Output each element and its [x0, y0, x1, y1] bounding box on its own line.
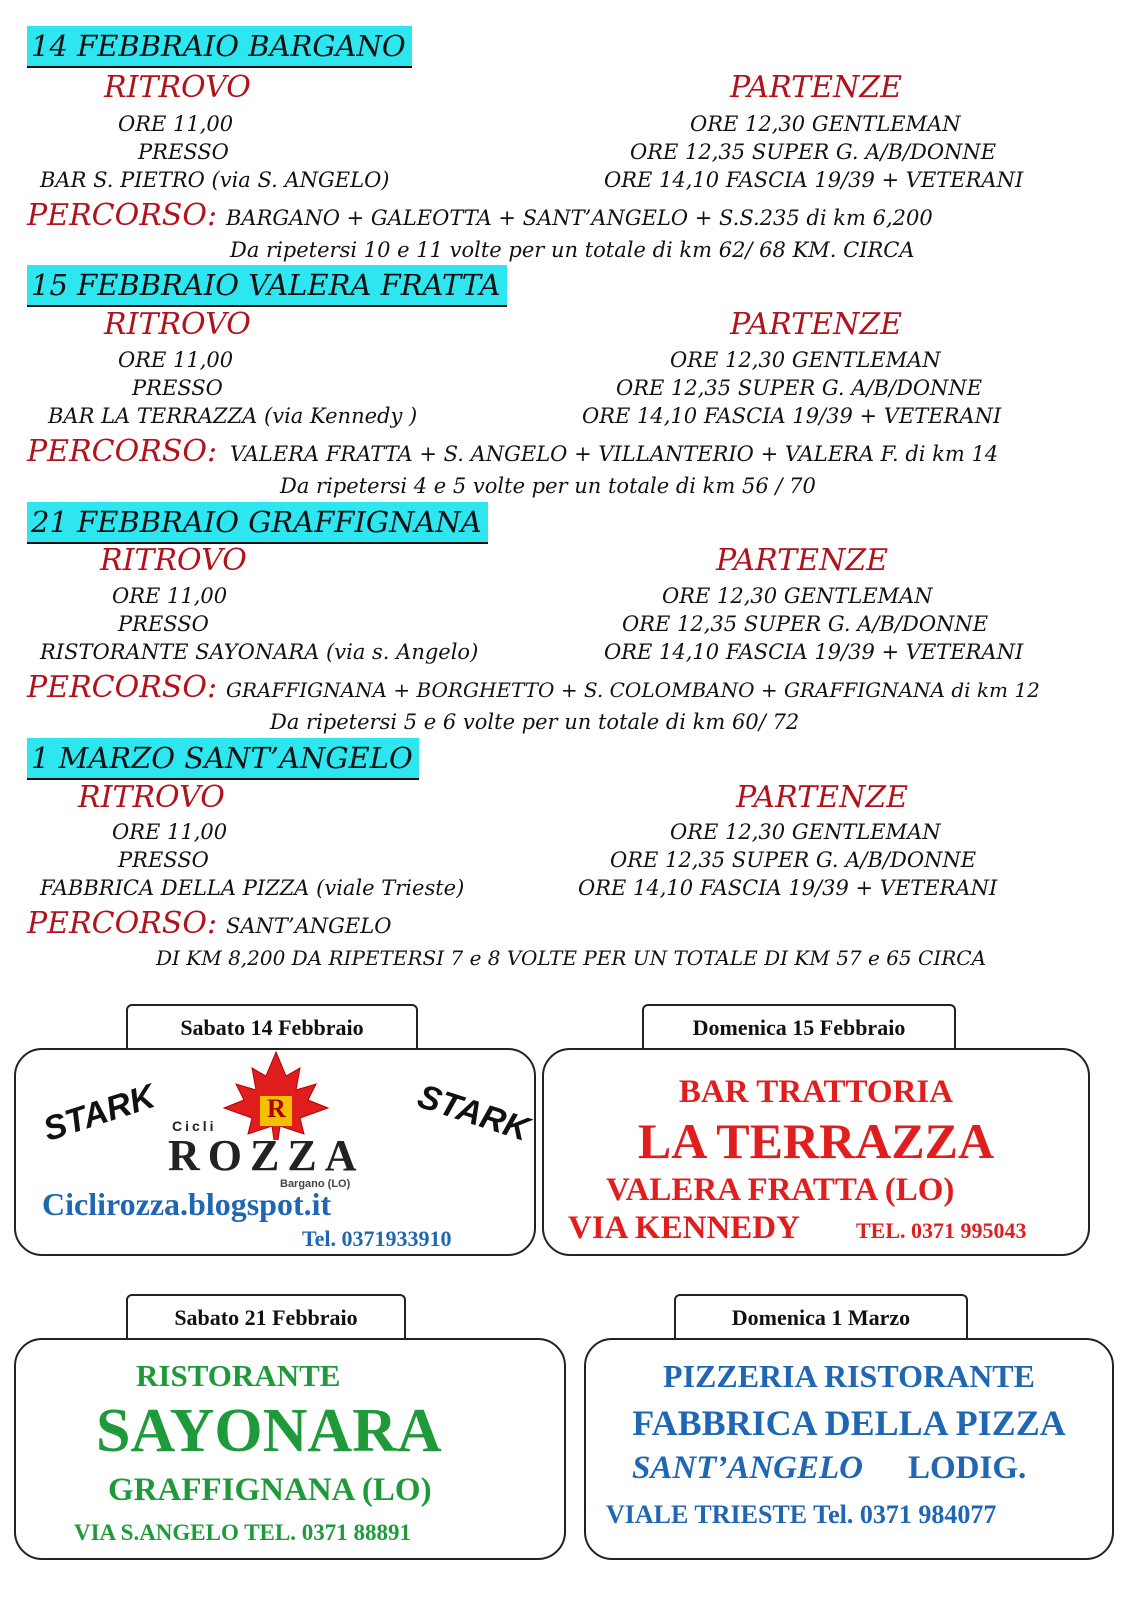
partenza-row: ORE 14,10 FASCIA 19/39 + VETERANI [582, 404, 1002, 428]
ritrovo-presso: PRESSO [118, 848, 209, 872]
ritrovo-presso: PRESSO [118, 612, 209, 636]
sponsor-line: RISTORANTE [136, 1358, 341, 1393]
sponsor-phone: TEL. 0371 995043 [856, 1218, 1027, 1243]
partenza-row: ORE 12,30 GENTLEMAN [670, 348, 941, 372]
event-title: 15 FEBBRAIO VALERA FRATTA [27, 265, 507, 307]
partenza-row: ORE 12,30 GENTLEMAN [670, 820, 941, 844]
partenze-heading: PARTENZE [736, 780, 909, 815]
sponsor-line: GRAFFIGNANA (LO) [108, 1472, 432, 1508]
percorso-repeat: Da ripetersi 10 e 11 volte per un totale di km 62/ 68 KM. CIRCA [230, 238, 915, 262]
percorso-label: PERCORSO: [27, 670, 218, 705]
ritrovo-time: ORE 11,00 [118, 348, 234, 372]
percorso-route: SANT’ANGELO [226, 914, 392, 938]
sponsor-day-tab: Sabato 21 Febbraio [126, 1294, 406, 1338]
ritrovo-time: ORE 11,00 [112, 584, 228, 608]
event-title: 14 FEBBRAIO BARGANO [27, 26, 412, 68]
sponsor-line: PIZZERIA RISTORANTE [663, 1358, 1035, 1394]
partenza-row: ORE 12,35 SUPER G. A/B/DONNE [616, 376, 983, 400]
partenza-row: ORE 12,35 SUPER G. A/B/DONNE [610, 848, 977, 872]
partenza-row: ORE 14,10 FASCIA 19/39 + VETERANI [604, 168, 1024, 192]
ritrovo-location: BAR S. PIETRO (via S. ANGELO) [40, 168, 390, 192]
partenza-row: ORE 12,35 SUPER G. A/B/DONNE [622, 612, 989, 636]
partenza-row: ORE 14,10 FASCIA 19/39 + VETERANI [578, 876, 998, 900]
partenza-row: ORE 12,30 GENTLEMAN [690, 112, 961, 136]
ritrovo-presso: PRESSO [138, 140, 229, 164]
partenza-row: ORE 12,30 GENTLEMAN [662, 584, 933, 608]
sponsor-name: LA TERRAZZA [637, 1113, 995, 1169]
logo-top-text: Cicli [172, 1118, 217, 1134]
sponsor-day-tab: Domenica 15 Febbraio [642, 1004, 956, 1048]
sponsor-line: BAR TRATTORIA [678, 1074, 954, 1110]
sponsor-panel-la-terrazza [542, 1048, 1090, 1256]
percorso-label: PERCORSO: [27, 434, 218, 469]
sponsor-name: FABBRICA DELLA PIZZA [632, 1403, 1066, 1443]
percorso-repeat: DI KM 8,200 DA RIPETERSI 7 e 8 VOLTE PER UN TOTALE DI KM 57 e 65 CIRCA [156, 946, 987, 970]
percorso-label: PERCORSO: [27, 198, 218, 233]
logo-subtitle: Bargano (LO) [280, 1178, 351, 1190]
ritrovo-location: RISTORANTE SAYONARA (via s. Angelo) [40, 640, 479, 664]
percorso-route: BARGANO + GALEOTTA + SANT’ANGELO + S.S.235 di km 6,200 [226, 206, 933, 230]
sponsor-day-tab: Domenica 1 Marzo [674, 1294, 968, 1338]
sponsor-address: VIALE TRIESTE Tel. 0371 984077 [606, 1500, 997, 1529]
event-title: 21 FEBBRAIO GRAFFIGNANA [27, 502, 488, 544]
event-title: 1 MARZO SANT’ANGELO [27, 738, 419, 780]
sponsor-name: SAYONARA [96, 1397, 442, 1465]
ritrovo-heading: RITROVO [104, 70, 251, 105]
partenze-heading: PARTENZE [716, 543, 889, 578]
ritrovo-heading: RITROVO [78, 780, 225, 815]
partenza-row: ORE 12,35 SUPER G. A/B/DONNE [630, 140, 997, 164]
ritrovo-time: ORE 11,00 [118, 112, 234, 136]
logo-letter: R [267, 1094, 286, 1123]
percorso-repeat: Da ripetersi 5 e 6 volte per un totale di km 60/ 72 [270, 710, 800, 734]
sponsor-province: LODIG. [908, 1450, 1027, 1486]
sponsor-day-tab: Sabato 14 Febbraio [126, 1004, 418, 1048]
sponsor-panel-fabbrica-della-pizza [584, 1338, 1114, 1560]
percorso-repeat: Da ripetersi 4 e 5 volte per un totale di km 56 / 70 [280, 474, 816, 498]
percorso-label: PERCORSO: [27, 906, 218, 941]
ritrovo-location: BAR LA TERRAZZA (via Kennedy ) [48, 404, 418, 428]
sponsor-panel-cicli-rozza [14, 1048, 536, 1256]
ritrovo-time: ORE 11,00 [112, 820, 228, 844]
sponsor-town: SANT’ANGELO [632, 1450, 864, 1486]
sponsor-phone: Tel. 0371933910 [302, 1226, 452, 1251]
sponsor-address: VIA KENNEDY [568, 1210, 800, 1246]
ritrovo-heading: RITROVO [100, 543, 247, 578]
sponsor-address: VIA S.ANGELO TEL. 0371 88891 [74, 1520, 411, 1545]
partenza-row: ORE 14,10 FASCIA 19/39 + VETERANI [604, 640, 1024, 664]
partenze-heading: PARTENZE [730, 70, 903, 105]
sponsor-line: VALERA FRATTA (LO) [606, 1172, 955, 1208]
percorso-route: GRAFFIGNANA + BORGHETTO + S. COLOMBANO + GRAFFIGNANA di km 12 [226, 678, 1040, 702]
sponsor-panel-sayonara [14, 1338, 566, 1560]
percorso-route: VALERA FRATTA + S. ANGELO + VILLANTERIO + VALERA F. di km 14 [230, 442, 999, 466]
stark-logo-text: STARK [413, 1077, 534, 1149]
logo-brand-name: ROZZA [168, 1131, 365, 1180]
ritrovo-presso: PRESSO [132, 376, 223, 400]
stark-logo-text: STARK [38, 1077, 160, 1149]
website-link[interactable]: Ciclirozza.blogspot.it [42, 1186, 332, 1222]
partenze-heading: PARTENZE [730, 307, 903, 342]
ritrovo-heading: RITROVO [104, 307, 251, 342]
ritrovo-location: FABBRICA DELLA PIZZA (viale Trieste) [40, 876, 465, 900]
